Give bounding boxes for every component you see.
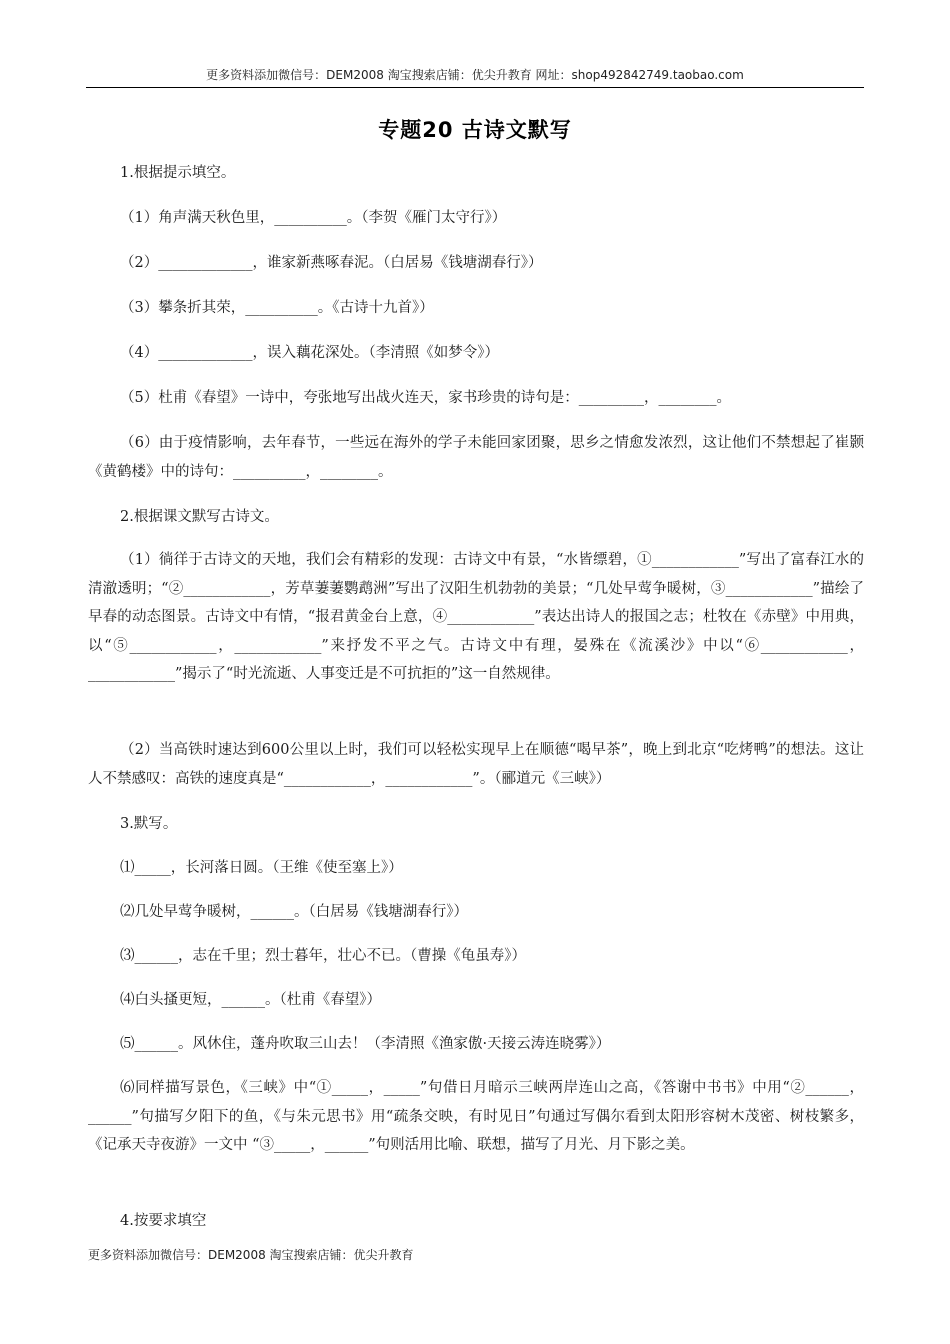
q3-item-4: ⑷白头搔更短，______。（杜甫《春望》） [120,992,381,1008]
page-title: 专题20 古诗文默写 [378,118,572,142]
q2-heading: 2.根据课文默写古诗文。 [120,509,279,525]
q1-item-6: （6）由于疫情影响，去年春节，一些远在海外的学子未能回家团聚，思乡之情愈发浓烈，这让他们不禁想起了崔颢《黄鹤楼》中的诗句：__________，________。 [88,435,864,480]
q4-heading: 4.按要求填空 [120,1213,207,1229]
q2-paragraph-2: （2）当高铁时速达到600公里以上时，我们可以轻松实现早上在顺德“喝早茶”，晚上到北京“吃烤鸭”的想法。这让人不禁感叹：高铁的速度真是“____________，____________”。（郦道元《三峡》） [88,742,864,787]
q1-item-1: （1）角声满天秋色里，__________。（李贺《雁门太守行》） [120,210,507,226]
q1-item-4: （4）_____________，误入藕花深处。（李清照《如梦令》） [120,345,499,361]
q3-item-3: ⑶______，志在千里；烈士暮年，壮心不已。（曹操《龟虽寿》） [120,948,526,964]
q2-paragraph-1: （1）徜徉于古诗文的天地，我们会有精彩的发现：古诗文中有景，“水皆缥碧，①____________”写出了富春江水的清澈透明；“②____________，芳草萋萋鹦鹉洲”写出了汉阳生机勃勃的美景；“几处早莺争暖树，③____________”描绘了早春的动态图景。古诗文中有情，“报君黄金台上意，④____________”表达出诗人的报国之志；杜牧在《赤壁》中用典，以“⑤____________，____________”来抒发不平之气。古诗文中有理，晏殊在《流溪沙》中以“⑥____________，____________”揭示了“时光流逝、人事变迁是不可抗拒的”这一自然规律。 [88,552,864,682]
q1-heading: 1.根据提示填空。 [120,165,236,181]
q1-item-2: （2）_____________，谁家新燕啄春泥。（白居易《钱塘湖春行》） [120,255,543,271]
q3-item-1: ⑴_____，长河落日圆。（王维《使至塞上》） [120,860,403,876]
page-header: 更多资料添加微信号：DEM2008 淘宝搜索店铺：优尖升教育 网址：shop492842749.taobao.com [206,68,744,82]
q1-item-5: （5）杜甫《春望》一诗中，夸张地写出战火连天，家书珍贵的诗句是：_________，________。 [120,390,731,406]
q3-item-6: ⑹同样描写景色，《三峡》中“①_____，_____”句借日月暗示三峡两岸连山之高，《答谢中书书》中用“②______，______”句描写夕阳下的鱼，《与朱元思书》用“疏条交映，有时见日”句通过写偶尔看到太阳形容树木茂密、树枝繁多，《记承天寺夜游》一文中 “③_____，______”句则活用比喻、联想，描写了月光、月下影之美。 [88,1080,864,1153]
page-footer: 更多资料添加微信号：DEM2008 淘宝搜索店铺：优尖升教育 [88,1248,414,1262]
q3-item-2: ⑵几处早莺争暖树，______。（白居易《钱塘湖春行》） [120,904,468,920]
q3-heading: 3.默写。 [120,816,178,832]
q1-item-3: （3）攀条折其荣，__________。《古诗十九首》） [120,300,434,316]
header-divider [86,87,864,88]
q3-item-5: ⑸______。风休住，蓬舟吹取三山去！（李清照《渔家傲·天接云涛连晓雾》） [120,1036,611,1052]
